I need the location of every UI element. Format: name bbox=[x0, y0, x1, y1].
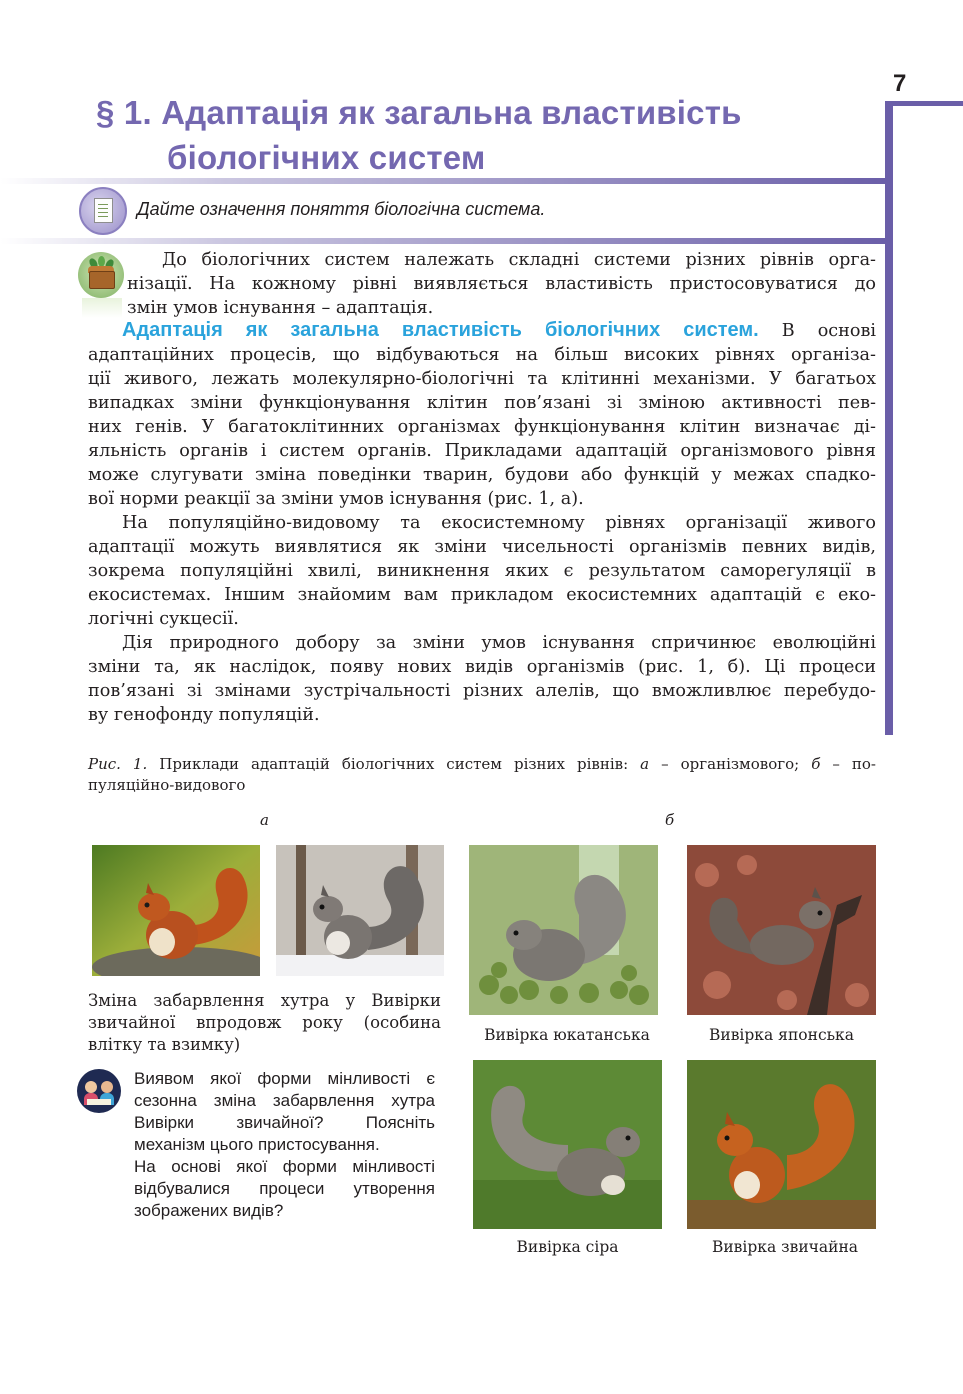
text-line: змін умов існування – адаптація. bbox=[127, 298, 434, 318]
photo-caption: Вивірка юкатанська bbox=[484, 1026, 650, 1044]
paragraph-population bbox=[88, 511, 876, 631]
color-change-caption: Зміна забарвлення хутра у Вивірки звичайної впродовж року (особина влітку та взимку) bbox=[88, 991, 441, 1054]
photo-grey-squirrel bbox=[473, 1060, 662, 1229]
subheading: Адаптація як загальна властивість біологічних систем. bbox=[122, 319, 759, 341]
figure-label-a: а bbox=[260, 811, 269, 829]
question-text: Виявом якої форми мінливості є сезонна зміна забарвлення хутра Вивірки звичайної? Поясніть механізм цього пристосування. bbox=[134, 1069, 435, 1154]
photo-red-squirrel bbox=[687, 1060, 876, 1229]
text-line bbox=[88, 319, 876, 343]
page-number: 7 bbox=[893, 70, 907, 97]
section-title-line-1: § 1. Адаптація як загальна властивість bbox=[96, 94, 742, 131]
caption-label: Рис. 1. bbox=[88, 755, 148, 773]
caption-line bbox=[88, 754, 876, 775]
section-title-line-2: біологічних систем bbox=[167, 139, 486, 176]
text-line: вої норми реакції за зміни умов існування (рис. 1, а). bbox=[88, 489, 584, 509]
caption-text: – організмового; bbox=[649, 755, 812, 773]
text-line: нізації. На кожному рівні виявляється властивість пристосовуватися до bbox=[127, 274, 876, 294]
text-line: випадках зміни функціонування клітин пов’язані зі зміною активності пев- bbox=[88, 393, 876, 413]
header-band-top bbox=[0, 178, 890, 184]
page-number-rule bbox=[888, 101, 963, 106]
paragraph-selection bbox=[88, 631, 876, 727]
photo-caption: Вивірка японська bbox=[708, 1026, 854, 1044]
text-line: яльність органів і систем органів. Прикладами адаптацій організмового рівня bbox=[88, 441, 876, 461]
caption-text: Приклади адаптацій біологічних систем різних рівнів: bbox=[147, 755, 641, 773]
text-line: зміни та, як наслідок, появу нових видів організмів (рис. 1, б). Ці процеси bbox=[88, 657, 876, 677]
treasure-chest-icon bbox=[78, 252, 124, 298]
figure-caption bbox=[88, 754, 876, 796]
caption-text: – по- bbox=[820, 755, 876, 773]
photo-yucatan-squirrel bbox=[469, 845, 658, 1015]
caption-line: пуляційно-видового bbox=[88, 776, 246, 794]
text-line: логічні сукцесії. bbox=[88, 609, 239, 629]
text-line: На популяційно-видовому та екосистемному рівнях організації живого bbox=[122, 513, 876, 533]
photo-japanese-squirrel bbox=[687, 845, 876, 1015]
photo-squirrel-summer bbox=[92, 845, 260, 976]
text-line: них генів. У багатоклітинних організмах функціонування клітин визначає ді- bbox=[88, 417, 876, 437]
text-line: До біологічних систем належать складні системи різних рівнів орга- bbox=[162, 250, 876, 270]
intro-icon-shadow bbox=[82, 298, 122, 318]
caption-letter-b: б bbox=[811, 755, 821, 773]
question-text: На основі якої форми мінливості відбувалися процеси утворення зображених видів? bbox=[134, 1157, 435, 1220]
reading-kids-icon bbox=[77, 1069, 121, 1113]
text-fragment: В основі bbox=[758, 321, 876, 341]
text-line: адаптації можуть виявлятися як зміни чисельності організмів певних видів, bbox=[88, 537, 876, 557]
text-line: зокрема популяційні хвилі, виникнення яких є результатом саморегуляції в bbox=[88, 561, 876, 581]
text-line: ції живого, лежать молекулярно-біологічні та клітинні механізми. У багатьох bbox=[88, 369, 876, 389]
notepad-icon bbox=[79, 187, 127, 235]
figure-label-b: б bbox=[665, 811, 675, 829]
paragraph-adaptation bbox=[88, 319, 876, 511]
header-band-bottom bbox=[0, 238, 890, 244]
photo-caption: Вивірка звичайна bbox=[711, 1238, 859, 1256]
side-rule bbox=[885, 101, 893, 735]
text-line: адаптаційних процесів, що відбуваються на більш високих рівнях організа- bbox=[88, 345, 876, 365]
task-prompt: Дайте означення поняття біологічна система. bbox=[137, 199, 546, 219]
text-line: екосистемах. Іншим знайомим вам прикладом екосистемних адаптацій є еко- bbox=[88, 585, 876, 605]
question-block bbox=[134, 1068, 435, 1222]
text-line: може слугувати зміна поведінки тварин, будови або функцій у межах спадко- bbox=[88, 465, 876, 485]
text-line: ву генофонду популяцій. bbox=[88, 705, 320, 725]
photo-squirrel-winter bbox=[276, 845, 444, 976]
photo-caption: Вивірка сіра bbox=[516, 1238, 619, 1256]
text-line: Дія природного добору за зміни умов існування спричинює еволюційні bbox=[122, 633, 876, 653]
text-line: пов’язані зі змінами зустрічальності різних алелів, що вможливлює перебудо- bbox=[88, 681, 876, 701]
paragraph-intro bbox=[127, 248, 876, 320]
caption-letter-a: а bbox=[640, 755, 650, 773]
